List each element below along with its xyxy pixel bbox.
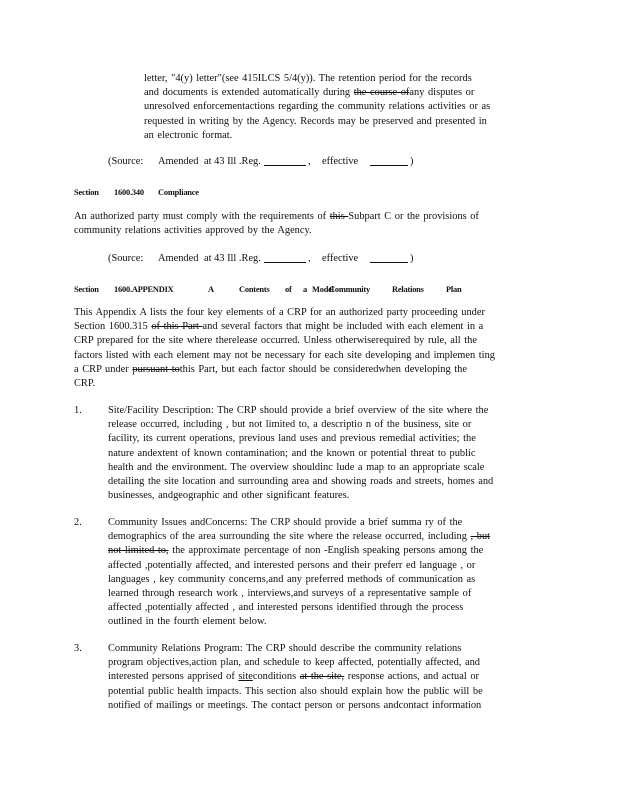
text-line: not limited to, the approximate percentage of non -English speaking persons among the [108, 545, 484, 557]
text-line: Section 1600.315 of this Part and several factors that might be included with each element in a [74, 321, 484, 333]
struck-text: the course of [353, 87, 410, 99]
text-line: a CRP under pursuant tothis Part, but each factor should be consideredwhen developing the [74, 363, 467, 375]
appendix-paragraph [74, 306, 538, 391]
text-line: facility, its current operations, previous land uses and previous remedial activities; the [108, 433, 476, 445]
heading-word: Model [312, 285, 334, 294]
heading-word: a [303, 285, 307, 294]
reg-blank [264, 252, 306, 263]
section-label: Section [74, 188, 99, 197]
struck-text: this [329, 211, 349, 222]
struck-text: at the site, [299, 671, 345, 683]
section-heading-340 [74, 186, 274, 198]
appendix-letter: A [208, 285, 214, 294]
text-line: An authorized party must comply with the requirements of this Subpart C or the provisions of [74, 211, 479, 222]
source-effective: effective [322, 253, 359, 264]
heading-word: Community [329, 285, 371, 294]
source-comma: , [308, 156, 311, 167]
source-close: ) [410, 253, 414, 264]
source-reg: at 43 Ill .Reg. [204, 156, 261, 167]
source-open: (Source: [108, 156, 144, 167]
text-line: program objectives,action plan, and schedule to keep affected, potentially affected, and [108, 657, 480, 669]
section-label: Section [74, 285, 99, 294]
heading-word: of [285, 285, 292, 294]
section-title: Compliance [158, 188, 199, 197]
source-reg: at 43 Ill .Reg. [204, 253, 261, 264]
text-line: affected ,potentially affected, and interested persons and their preferr ed language , or [108, 559, 476, 571]
struck-text: pursuant to [132, 363, 180, 375]
effective-blank [370, 155, 408, 166]
text-line: businesses, andgeographic and other significant features. [108, 490, 350, 502]
text-line: CRP prepared for the site where therelease occurred. Unless otherwiserequired by rule, all the [74, 335, 477, 347]
text-line: Community Relations Program: The CRP should describe the community relations [108, 643, 462, 654]
text-line: release occurred, including , but not limited to, a descriptio n of the business, site or [108, 419, 472, 431]
text-line: outlined in the fourth element below. [108, 616, 267, 628]
section-heading-appendix [74, 283, 474, 295]
heading-word: Plan [446, 285, 462, 294]
struck-text: not limited to, [108, 545, 169, 557]
heading-word: Contents [239, 285, 270, 294]
text-line: learned through research work , interviews,and surveys of a representative sample of [108, 588, 472, 600]
compliance-paragraph [74, 210, 522, 238]
text-line: nature andextent of known contamination; and the known or potential threat to public [108, 447, 476, 459]
text-line: letter, "4(y) letter"(see 415ILCS 5/4(y)). The retention period for the records [144, 73, 472, 84]
list-item-community-program [108, 642, 538, 713]
text-line: Site/Facility Description: The CRP should provide a brief overview of the site where the [108, 405, 489, 416]
source-amended: Amended [158, 156, 199, 167]
section-number: 1600.APPENDIX [114, 285, 174, 294]
source-open: (Source: [108, 253, 144, 264]
text-line: potential public health impacts. This section also should explain how the public will be [108, 685, 483, 697]
source-note [108, 155, 428, 170]
text-line: This Appendix A lists the four key elements of a CRP for an authorized party proceeding under [74, 307, 485, 318]
list-item-site-description [108, 404, 538, 503]
text-line: factors listed with each element may not be necessary for each site developing and implemen ting [74, 349, 495, 361]
text-line: affected ,potentially affected , and interested persons identified through the process [108, 602, 464, 614]
section-number: 1600.340 [114, 188, 144, 197]
source-amended: Amended [158, 253, 199, 264]
text-line: notified of mailings or meetings. The contact person or persons andcontact information [108, 699, 482, 711]
text-line: unresolved enforcementactions regarding the community relations activities or as [144, 101, 491, 113]
text-line: an electronic format. [144, 129, 233, 141]
source-comma: , [308, 253, 311, 264]
struck-text: , but [470, 531, 491, 543]
source-note [108, 252, 428, 267]
source-close: ) [410, 156, 414, 167]
text-line: CRP. [74, 378, 96, 390]
text-line: and documents is extended automatically during the course ofany disputes or [144, 87, 475, 99]
item-number: 1. [74, 405, 82, 416]
text-line: Community Issues andConcerns: The CRP should provide a brief summa ry of the [108, 517, 463, 528]
source-effective: effective [322, 156, 359, 167]
text-line: languages , key community concerns,and any preferred methods of communication as [108, 573, 476, 585]
text-line: health and the environment. The overview shouldinc lude a map to an appropriate scale [108, 461, 485, 473]
text-line: interested persons apprised of siteconditions at the site, response actions, and actual or [108, 671, 479, 683]
text-line: requested in writing by the Agency. Records may be preserved and presented in [144, 115, 487, 127]
text-line: demographics of the area surrounding the site where the release occurred, including , but [108, 531, 491, 543]
list-item-community-issues [108, 516, 538, 630]
underlined-text: site [238, 671, 253, 683]
item-number: 3. [74, 643, 82, 654]
text-line: detailing the site location and surrounding area and showing roads and streets, homes and [108, 476, 494, 488]
effective-blank [370, 252, 408, 263]
item-number: 2. [74, 517, 82, 528]
retention-paragraph [144, 72, 538, 143]
struck-text: of this Part [151, 321, 203, 333]
reg-blank [264, 155, 306, 166]
text-line: community relations activities approved by the Agency. [74, 225, 312, 237]
heading-word: Relations [392, 285, 424, 294]
